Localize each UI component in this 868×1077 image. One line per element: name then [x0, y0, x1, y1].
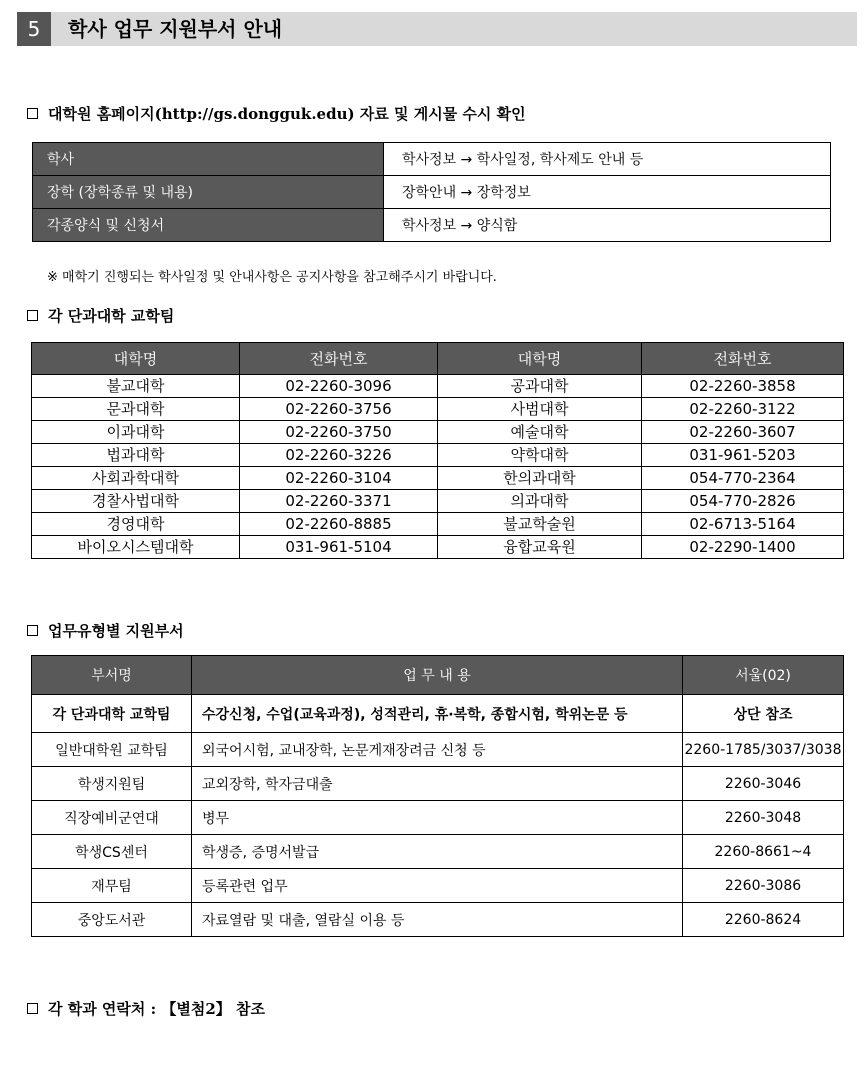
table-row: [32, 444, 844, 467]
table-row: [32, 869, 844, 903]
table-row: [32, 835, 844, 869]
table-row: [32, 536, 844, 559]
row-label: 각종양식 및 신청서: [33, 209, 384, 242]
college-phone: 02-2260-8885: [240, 513, 438, 536]
college-phone: 02-2260-3750: [240, 421, 438, 444]
table-header-row: [32, 656, 844, 695]
table-row: [32, 767, 844, 801]
colleges-heading-text: 각 단과대학 교학팀: [48, 307, 175, 325]
department-phone: 2260-1785/3037/3038: [683, 733, 844, 767]
table-header-row: [32, 343, 844, 375]
department-duties: 학생증, 증명서발급: [192, 835, 683, 869]
column-header: 대학명: [438, 343, 642, 375]
department-phone: 2260-3086: [683, 869, 844, 903]
college-phone: 02-2260-3756: [240, 398, 438, 421]
college-phone: 02-2260-3104: [240, 467, 438, 490]
checkbox-bullet-icon: [27, 310, 38, 321]
table-row: [33, 176, 831, 209]
table-row: [32, 375, 844, 398]
college-phone: 02-2260-3371: [240, 490, 438, 513]
college-name: 불교대학: [32, 375, 240, 398]
college-name: 법과대학: [32, 444, 240, 467]
college-name: 예술대학: [438, 421, 642, 444]
section-title: 학사 업무 지원부서 안내: [68, 17, 283, 41]
table-row: [32, 490, 844, 513]
column-header: 부서명: [32, 656, 192, 695]
department-name: 학생지원팀: [32, 767, 192, 801]
column-header: 전화번호: [642, 343, 844, 375]
colleges-table: [31, 342, 844, 559]
row-value: 학사정보 → 양식함: [384, 209, 831, 242]
department-name: 각 단과대학 교학팀: [32, 695, 192, 733]
row-value: 장학안내 → 장학정보: [384, 176, 831, 209]
table-row: [32, 513, 844, 536]
college-phone: 02-2260-3226: [240, 444, 438, 467]
department-name: 직장예비군연대: [32, 801, 192, 835]
contacts-heading-text: 각 학과 연락처 : 【별첨2】 참조: [48, 1000, 265, 1018]
college-phone: 02-6713-5164: [642, 513, 844, 536]
college-phone: 054-770-2826: [642, 490, 844, 513]
departments-heading-text: 업무유형별 지원부서: [48, 622, 184, 640]
column-header: 서울(02): [683, 656, 844, 695]
department-phone: 2260-8661~4: [683, 835, 844, 869]
department-phone: 2260-8624: [683, 903, 844, 937]
table-row: [32, 903, 844, 937]
department-duties: 병무: [192, 801, 683, 835]
college-name: 의과대학: [438, 490, 642, 513]
department-phone: 2260-3048: [683, 801, 844, 835]
checkbox-bullet-icon: [27, 108, 38, 119]
table-row: [32, 421, 844, 444]
department-name: 중앙도서관: [32, 903, 192, 937]
department-name: 일반대학원 교학팀: [32, 733, 192, 767]
column-header: 업 무 내 용: [192, 656, 683, 695]
checkbox-bullet-icon: [27, 1003, 38, 1014]
college-phone: 02-2260-3607: [642, 421, 844, 444]
college-phone: 031-961-5104: [240, 536, 438, 559]
departments-heading: [27, 620, 184, 641]
department-phone: 상단 참조: [683, 695, 844, 733]
row-label: 장학 (장학종류 및 내용): [33, 176, 384, 209]
table-row: [33, 209, 831, 242]
college-name: 바이오시스템대학: [32, 536, 240, 559]
contacts-heading: [27, 998, 265, 1019]
college-phone: 031-961-5203: [642, 444, 844, 467]
college-name: 문과대학: [32, 398, 240, 421]
column-header: 대학명: [32, 343, 240, 375]
homepage-heading: [27, 103, 526, 124]
row-value: 학사정보 → 학사일정, 학사제도 안내 등: [384, 143, 831, 176]
department-duties: 자료열람 및 대출, 열람실 이용 등: [192, 903, 683, 937]
homepage-heading-text: 대학원 홈페이지(http://gs.dongguk.edu) 자료 및 게시물 수시 확인: [48, 105, 526, 123]
college-name: 이과대학: [32, 421, 240, 444]
college-name: 사범대학: [438, 398, 642, 421]
department-duties: 등록관련 업무: [192, 869, 683, 903]
department-name: 학생CS센터: [32, 835, 192, 869]
college-name: 불교학술원: [438, 513, 642, 536]
table-row: [32, 695, 844, 733]
college-name: 경영대학: [32, 513, 240, 536]
table-row: [32, 467, 844, 490]
department-duties: 수강신청, 수업(교육과정), 성적관리, 휴·복학, 종합시험, 학위논문 등: [192, 695, 683, 733]
table-row: [32, 801, 844, 835]
table-row: [32, 733, 844, 767]
row-label: 학사: [33, 143, 384, 176]
department-name: 재무팀: [32, 869, 192, 903]
departments-table: [31, 655, 844, 937]
colleges-heading: [27, 305, 174, 326]
college-name: 약학대학: [438, 444, 642, 467]
department-duties: 교외장학, 학자금대출: [192, 767, 683, 801]
college-name: 융합교육원: [438, 536, 642, 559]
schedule-note: ※ 매학기 진행되는 학사일정 및 안내사항은 공지사항을 참고해주시기 바랍니다.: [47, 270, 497, 285]
homepage-info-table: [32, 142, 831, 242]
college-phone: 02-2290-1400: [642, 536, 844, 559]
college-name: 한의과대학: [438, 467, 642, 490]
section-number: 5: [17, 12, 51, 46]
college-name: 사회과학대학: [32, 467, 240, 490]
checkbox-bullet-icon: [27, 625, 38, 636]
college-phone: 02-2260-3096: [240, 375, 438, 398]
department-phone: 2260-3046: [683, 767, 844, 801]
college-phone: 02-2260-3122: [642, 398, 844, 421]
department-duties: 외국어시험, 교내장학, 논문게재장려금 신청 등: [192, 733, 683, 767]
table-row: [32, 398, 844, 421]
college-name: 경찰사법대학: [32, 490, 240, 513]
column-header: 전화번호: [240, 343, 438, 375]
college-phone: 054-770-2364: [642, 467, 844, 490]
college-name: 공과대학: [438, 375, 642, 398]
college-phone: 02-2260-3858: [642, 375, 844, 398]
table-row: [33, 143, 831, 176]
